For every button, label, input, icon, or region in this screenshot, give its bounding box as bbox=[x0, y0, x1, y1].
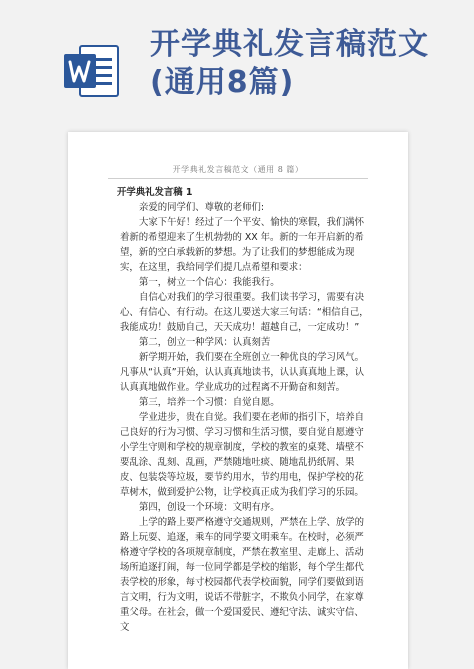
running-head: 开学典礼发言稿范文（通用 8 篇） bbox=[172, 165, 304, 174]
paragraph: 大家下午好！经过了一个平安、愉快的寒假，我们满怀着新的希望迎来了生机勃勃的 XX 年。新的一年开启新的希望，新的空白承载新的梦想。为了让我们的梦想能成为现实，在这里，我给同学们提几点希望和要求： bbox=[120, 217, 365, 273]
paragraph: 自信心对我们的学习很重要。我们读书学习，需要有决心、有信心、有行动。在这儿要送大家三句话：“相信自己，我能成功！鼓励自己，天天成功！超越自己，一定成功！” bbox=[120, 292, 369, 333]
document-page bbox=[68, 132, 408, 669]
document-body bbox=[117, 185, 372, 635]
paragraph: 第二，创立一种学风：认真刻苦 bbox=[139, 337, 271, 348]
paragraph: 第一，树立一个信心：我能我行。 bbox=[139, 277, 280, 288]
word-document-icon bbox=[62, 42, 120, 100]
paragraph: 第三，培养一个习惯：自觉自愿。 bbox=[139, 397, 280, 408]
page-title: 开学典礼发言稿范文(通用8篇) bbox=[150, 27, 429, 100]
essay-title: 开学典礼发言稿 1 bbox=[117, 187, 193, 198]
paragraph: 第四，创设一个环境：文明有序。 bbox=[139, 502, 280, 513]
header bbox=[0, 0, 474, 118]
paragraph: 学业进步，贵在自觉。我们要在老师的指引下，培养自己良好的行为习惯、学习习惯和生活习惯，要自觉自愿遵守小学生守则和学校的规章制度，学校的教室的桌凳、墙壁不要乱涂、乱刻、乱画，严禁随地吐痰、随地乱扔纸屑、果皮、包装袋等垃圾，要节约用水，节约用电，保护学校的花草树木，做到爱护公物，让学校真正成为我们学习的乐园。 bbox=[120, 412, 365, 498]
paragraph: 上学的路上要严格遵守交通规则，严禁在上学、放学的路上玩耍、追逐，乘车的同学要文明乘车。在校时，必须严格遵守学校的各项规章制度，严禁在教室里、走廊上、活动场所追逐打闹，每一位同学都是学校的缩影，每个学生都代表学校的形象，每寸校园都代表学校面貌，同学们要做到语言文明，行为文明，说话不带脏字，不欺负小同学，在家尊重父母。在社会，做一个爱国爱民、遵纪守法、诚实守信、 文 bbox=[120, 517, 365, 633]
paragraph: 新学期开始，我们要在全班创立一种优良的学习风气。凡事从“认真”开始，认认真真地读书，认认真真地上课，认认真真地做作业。学业成功的过程离不开勤奋和刻苦。 bbox=[120, 352, 365, 393]
paragraph: 亲爱的同学们、尊敬的老师们: bbox=[139, 202, 265, 213]
header-divider bbox=[108, 178, 368, 179]
